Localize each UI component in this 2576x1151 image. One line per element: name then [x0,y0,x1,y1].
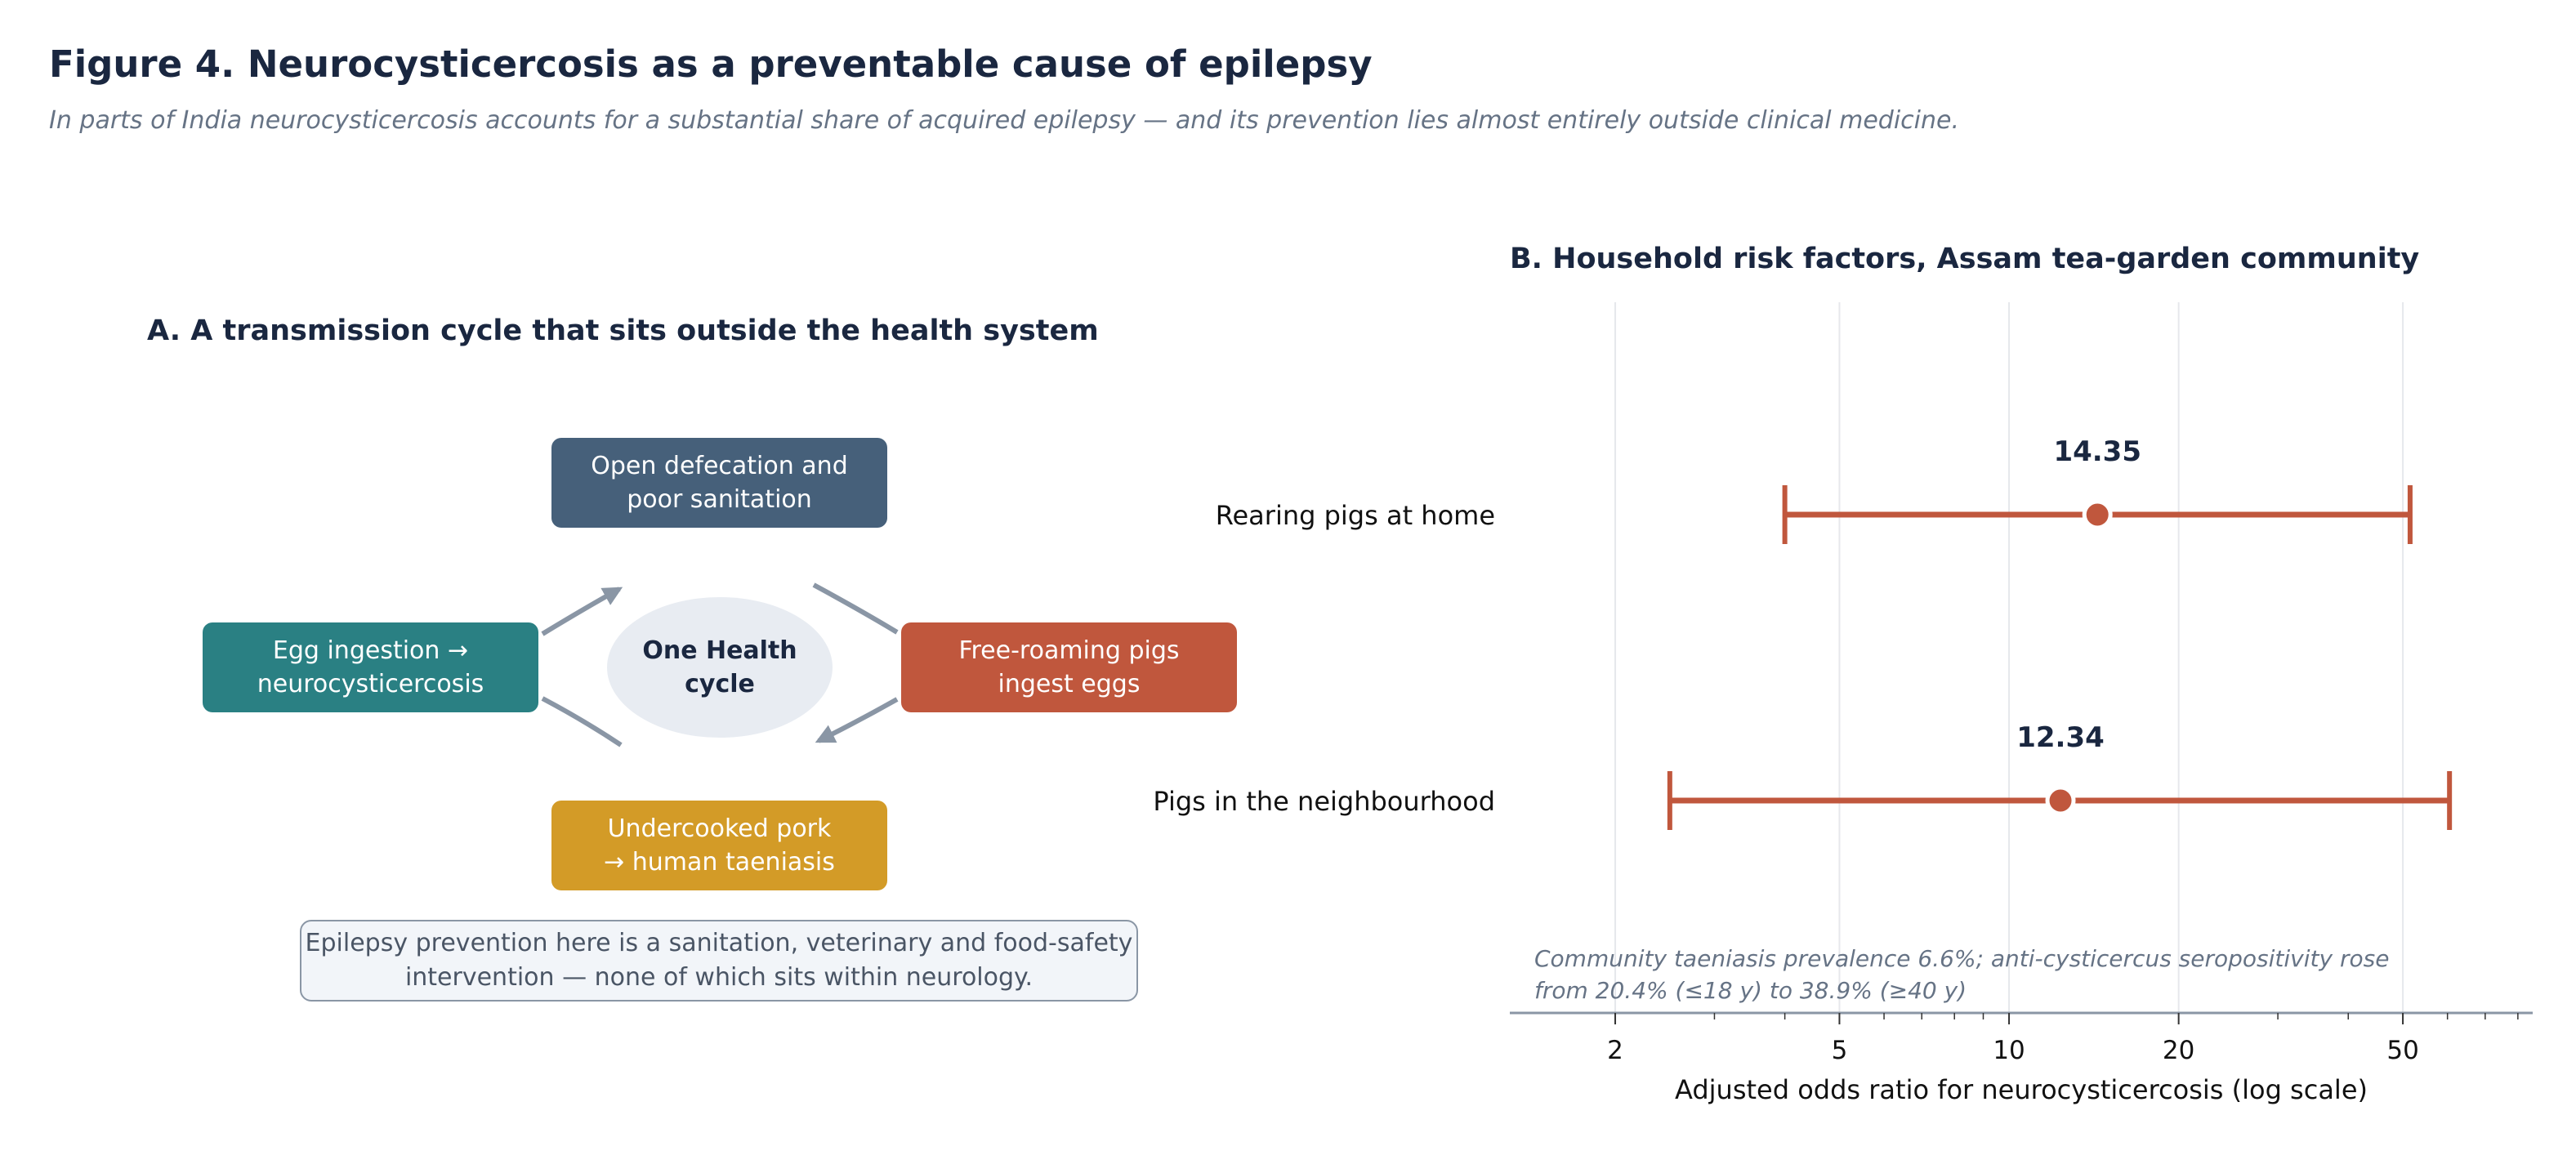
annotation-line-1: Community taeniasis prevalence 6.6%; anti-cysticercus seropositivity rose [1534,945,2390,972]
row-label-1: Pigs in the neighbourhood [1153,786,1495,817]
x-tick-label-10: 10 [1993,1036,2025,1065]
point-estimate-0 [2084,502,2110,528]
x-tick-label-2: 2 [1607,1036,1623,1065]
cycle-node-pigs: Free-roaming pigs ingest eggs [901,622,1237,712]
point-estimate-1 [2047,787,2074,814]
annotation-line-2: from 20.4% (≤18 y) to 38.9% (≥40 y) [1534,977,1967,1004]
figure-title: Figure 4. Neurocysticercosis as a preventable cause of epilepsy [49,42,1373,86]
value-label-1: 12.34 [2016,721,2105,754]
cycle-node-sanitation: Open defecation and poor sanitation [551,438,887,528]
panel-b-title: B. Household risk factors, Assam tea-garden community [1510,243,2420,275]
panel-a-note: Epilepsy prevention here is a sanitation, veterinary and food-safety intervention — none of which sits within neurology. [300,920,1138,1002]
cycle-node-pork: Undercooked pork → human taeniasis [551,801,887,890]
row-label-0: Rearing pigs at home [1215,500,1495,531]
x-tick-label-20: 20 [2162,1036,2195,1065]
one-health-center: One Health cycle [607,597,833,738]
value-label-0: 14.35 [2053,435,2141,468]
panel-a-title: A. A transmission cycle that sits outside the health system [147,315,1099,347]
cycle-node-egg-ingestion: Egg ingestion → neurocysticercosis [203,622,538,712]
x-tick-label-5: 5 [1831,1036,1848,1065]
x-axis-label: Adjusted odds ratio for neurocysticercosis (log scale) [1675,1074,2368,1105]
figure-subtitle: In parts of India neurocysticercosis accounts for a substantial share of acquired epilepsy — and its prevention lies almost entirely outside clinical medicine. [49,106,1959,135]
x-tick-label-50: 50 [2386,1036,2419,1065]
